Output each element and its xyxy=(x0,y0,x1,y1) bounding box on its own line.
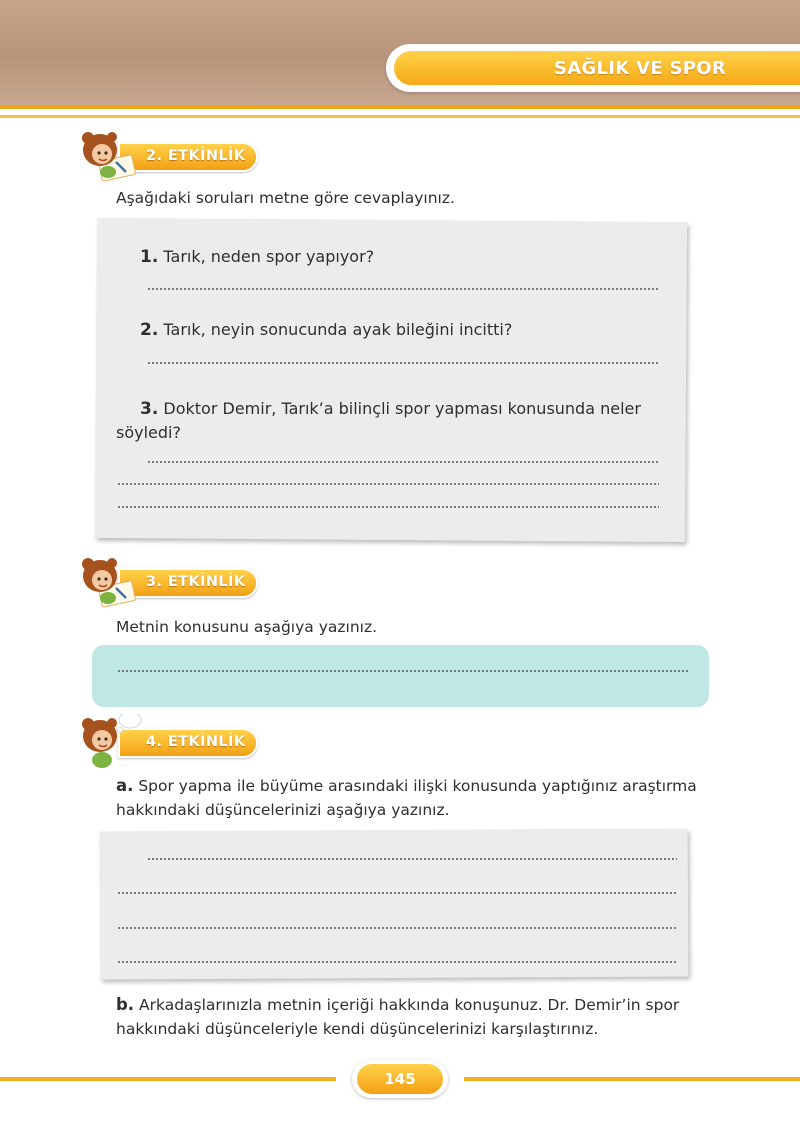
activity-4-part-a-continued: hakkındaki düşüncelerinizi aşağıya yazınız. xyxy=(116,801,450,819)
page-number-badge xyxy=(357,1064,443,1094)
part-letter: a. xyxy=(116,776,134,795)
activity-2-badge xyxy=(78,140,278,174)
header-divider xyxy=(0,106,800,112)
question-text: Tarık, neden spor yapıyor? xyxy=(163,247,375,266)
question-number: 3. xyxy=(140,399,159,419)
answer-paper-2 xyxy=(100,828,689,979)
question-number: 1. xyxy=(140,247,159,267)
answer-line[interactable] xyxy=(147,288,659,290)
footer-line-left xyxy=(0,1077,336,1081)
part-text: Spor yapma ile büyüme arasındaki ilişki konusunda yaptığınız araştırma xyxy=(133,777,697,795)
question-text: Tarık, neyin sonucunda ayak bileğini incitti? xyxy=(163,320,513,339)
girl-writing-icon xyxy=(78,128,142,184)
activity-4-badge xyxy=(78,726,278,760)
activity-label: 4. ETKİNLİK xyxy=(146,734,246,750)
answer-line[interactable] xyxy=(117,892,677,894)
section-tab xyxy=(394,51,800,85)
activity-4-part-a xyxy=(116,774,716,798)
header-divider-secondary xyxy=(0,115,800,118)
question-1 xyxy=(140,245,374,269)
question-number: 2. xyxy=(140,320,159,340)
answer-line[interactable] xyxy=(117,483,659,485)
answer-line[interactable] xyxy=(147,461,659,463)
part-letter: b. xyxy=(116,995,135,1014)
answer-line[interactable] xyxy=(147,362,659,364)
activity-label: 2. ETKİNLİK xyxy=(146,148,246,164)
activity-3-instruction: Metnin konusunu aşağıya yazınız. xyxy=(116,618,378,636)
activity-label: 3. ETKİNLİK xyxy=(146,574,246,590)
answer-line[interactable] xyxy=(117,506,659,508)
question-text: Doktor Demir, Tarık’a bilinçli spor yapması konusunda neler xyxy=(163,399,641,418)
question-3-continued: söyledi? xyxy=(116,423,181,442)
page-number: 145 xyxy=(384,1070,416,1088)
girl-thinking-icon xyxy=(78,714,142,770)
answer-line[interactable] xyxy=(117,927,677,929)
answer-box-topic xyxy=(92,645,709,707)
answer-line[interactable] xyxy=(147,858,677,860)
question-2 xyxy=(140,318,512,342)
question-3 xyxy=(140,397,641,421)
answer-line[interactable] xyxy=(117,670,689,672)
activity-3-badge xyxy=(78,566,278,600)
footer-line-right xyxy=(464,1077,800,1081)
section-title: SAĞLIK VE SPOR xyxy=(553,57,726,79)
activity-4-part-b-continued: hakkındaki düşünceleriyle kendi düşüncelerinizi karşılaştırınız. xyxy=(116,1020,599,1038)
activity-2-instruction: Aşağıdaki soruları metne göre cevaplayınız. xyxy=(116,189,455,207)
girl-writing-icon xyxy=(78,554,142,610)
answer-line[interactable] xyxy=(117,961,677,963)
activity-4-part-b xyxy=(116,993,716,1017)
part-text: Arkadaşlarınızla metnin içeriği hakkında konuşunuz. Dr. Demir’in spor xyxy=(134,996,680,1014)
